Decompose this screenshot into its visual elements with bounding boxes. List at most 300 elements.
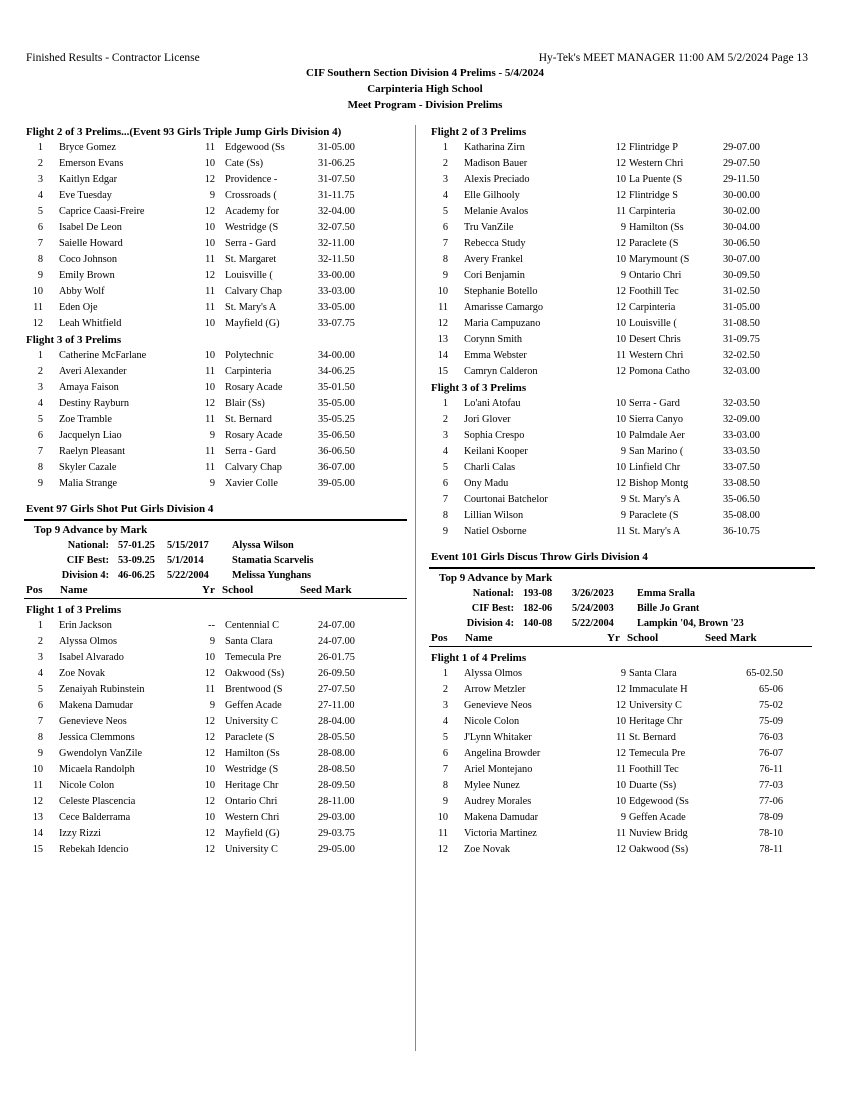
entry-row [26, 746, 416, 762]
mark: 36-07.00 [318, 462, 355, 473]
place: 11 [33, 302, 43, 313]
athlete-name: Isabel De Leon [59, 222, 122, 233]
mark: 32-07.50 [318, 222, 355, 233]
place: 4 [442, 190, 448, 201]
place: 6 [442, 478, 448, 489]
year: 12 [615, 366, 626, 377]
mark: 31-02.50 [723, 286, 760, 297]
mark: 30-06.50 [723, 238, 760, 249]
year: 10 [615, 254, 626, 265]
entry-row [26, 762, 416, 778]
entry-row [26, 396, 416, 412]
place: 3 [37, 174, 43, 185]
school: Westridge (S [225, 764, 279, 775]
record-holder: Alyssa Wilson [232, 540, 294, 551]
school: Providence - [225, 174, 278, 185]
athlete-name: Maria Campuzano [464, 318, 541, 329]
school: Desert Chris [629, 334, 681, 345]
school: Edgewood (Ss [629, 796, 689, 807]
entry-row [431, 300, 821, 316]
year: 12 [615, 158, 626, 169]
year: 12 [204, 398, 215, 409]
place: 9 [442, 526, 448, 537]
mark: 35-01.50 [318, 382, 355, 393]
place: 11 [33, 780, 43, 791]
place: 4 [442, 446, 448, 457]
mark: 31-08.50 [723, 318, 760, 329]
place: 6 [37, 430, 43, 441]
mark: 33-03.00 [723, 430, 760, 441]
school: Ontario Chri [629, 270, 682, 281]
year: 10 [615, 318, 626, 329]
year: 10 [615, 398, 626, 409]
school: Serra - Gard [629, 398, 680, 409]
school: Oakwood (Ss) [629, 844, 689, 855]
year: 10 [615, 430, 626, 441]
place: 9 [442, 270, 448, 281]
year: 9 [620, 446, 626, 457]
school: San Marino ( [629, 446, 684, 457]
place: 6 [442, 222, 448, 233]
mark: 77-03 [758, 780, 783, 791]
place: 1 [442, 142, 448, 153]
school: Foothill Tec [629, 764, 679, 775]
mark: 76-11 [759, 764, 783, 775]
entry-row [431, 140, 821, 156]
athlete-name: Courtonai Batchelor [464, 494, 548, 505]
athlete-name: Jessica Clemmons [59, 732, 135, 743]
entry-row [26, 698, 416, 714]
entry-row [431, 284, 821, 300]
year: 12 [204, 828, 215, 839]
athlete-name: Kaitlyn Edgar [59, 174, 118, 185]
record-label: National: [472, 588, 514, 599]
record-label: Division 4: [61, 570, 109, 581]
athlete-name: Averi Alexander [59, 366, 127, 377]
mark: 30-04.00 [723, 222, 760, 233]
place: 2 [37, 366, 43, 377]
mark: 31-07.50 [318, 174, 355, 185]
records [26, 538, 416, 583]
record-holder: Bille Jo Grant [637, 603, 700, 614]
place: 7 [442, 494, 448, 505]
record-holder: Emma Sralla [637, 588, 696, 599]
school: Sierra Canyo [629, 414, 684, 425]
athlete-name: Avery Frankel [464, 254, 523, 265]
place: 8 [37, 462, 43, 473]
place: 12 [437, 318, 448, 329]
athlete-name: Malia Strange [59, 478, 118, 489]
place: 2 [442, 684, 448, 695]
year: 12 [204, 716, 215, 727]
athlete-name: Lillian Wilson [464, 510, 524, 521]
athlete-name: Victoria Martinez [464, 828, 537, 839]
place: 11 [438, 302, 448, 313]
mark: 65-06 [758, 684, 783, 695]
entry-row [431, 810, 821, 826]
year: 12 [615, 844, 626, 855]
year: 9 [620, 668, 626, 679]
place: 4 [37, 398, 43, 409]
entry-row [26, 634, 416, 650]
athlete-name: Madison Bauer [464, 158, 528, 169]
year: 10 [204, 222, 215, 233]
record-date: 5/22/2004 [572, 618, 614, 629]
place: 5 [37, 684, 43, 695]
col-school: School [627, 632, 659, 644]
mark: 33-03.00 [318, 286, 355, 297]
flight-rows [431, 396, 821, 540]
entry-row [26, 778, 416, 794]
place: 12 [437, 844, 448, 855]
athlete-name: Destiny Rayburn [59, 398, 130, 409]
year: 11 [205, 142, 215, 153]
year: 11 [616, 764, 626, 775]
school: Mayfield (G) [225, 828, 280, 839]
entry-row [431, 412, 821, 428]
place: 3 [37, 382, 43, 393]
school: Centennial C [225, 620, 280, 631]
mark: 33-07.75 [318, 318, 355, 329]
place: 2 [37, 158, 43, 169]
school: Flintridge S [629, 190, 678, 201]
column-headers [24, 583, 407, 599]
athlete-name: Celeste Plascencia [59, 796, 136, 807]
athlete-name: Sophia Crespo [464, 430, 525, 441]
school: University C [225, 716, 278, 727]
place: 2 [442, 414, 448, 425]
entry-row [431, 826, 821, 842]
year: 12 [204, 748, 215, 759]
athlete-name: Saielle Howard [59, 238, 123, 249]
place: 4 [37, 190, 43, 201]
year: 12 [615, 748, 626, 759]
year: 10 [204, 350, 215, 361]
entry-row [431, 316, 821, 332]
entry-row [431, 524, 821, 540]
school: Marymount (S [629, 254, 690, 265]
entry-row [26, 140, 416, 156]
place: 8 [442, 510, 448, 521]
entry-row [431, 396, 821, 412]
athlete-name: Emily Brown [59, 270, 115, 281]
col-school: School [222, 584, 254, 596]
athlete-name: Micaela Randolph [59, 764, 135, 775]
mark: 34-00.00 [318, 350, 355, 361]
entry-row [431, 348, 821, 364]
mark: 29-07.00 [723, 142, 760, 153]
school: Serra - Gard [225, 238, 276, 249]
year: 9 [209, 430, 215, 441]
mark: 33-08.50 [723, 478, 760, 489]
year: 10 [204, 158, 215, 169]
entry-row [431, 730, 821, 746]
place: 5 [442, 206, 448, 217]
entry-row [26, 284, 416, 300]
school: Serra - Gard [225, 446, 276, 457]
header-left: Finished Results - Contractor License [26, 52, 200, 64]
athlete-name: Jacquelyn Liao [59, 430, 122, 441]
athlete-name: Nicole Colon [464, 716, 520, 727]
athlete-name: Genevieve Neos [464, 700, 532, 711]
entry-row [431, 476, 821, 492]
school: Ontario Chri [225, 796, 278, 807]
record-date: 5/15/2017 [167, 540, 209, 551]
school: Brentwood (S [225, 684, 283, 695]
mark: 35-05.25 [318, 414, 355, 425]
record-line [431, 616, 821, 631]
place: 1 [37, 350, 43, 361]
mark: 31-06.25 [318, 158, 355, 169]
mark: 78-09 [758, 812, 783, 823]
flight-heading: Flight 3 of 3 Prelims [431, 382, 527, 394]
year: 12 [615, 190, 626, 201]
flight-rows [431, 140, 821, 380]
athlete-name: Izzy Rizzi [59, 828, 102, 839]
entry-row [431, 666, 821, 682]
mark: 34-06.25 [318, 366, 355, 377]
school: Oakwood (Ss) [225, 668, 285, 679]
mark: 30-02.00 [723, 206, 760, 217]
athlete-name: Charli Calas [464, 462, 516, 473]
mark: 35-08.00 [723, 510, 760, 521]
year: 9 [620, 222, 626, 233]
entry-row [431, 842, 821, 858]
flight-rows [431, 666, 821, 858]
col-name: Name [60, 584, 88, 596]
school: Santa Clara [629, 668, 677, 679]
athlete-name: Eden Oje [59, 302, 98, 313]
year: 11 [205, 446, 215, 457]
year: 9 [620, 494, 626, 505]
place: 9 [37, 270, 43, 281]
entry-row [26, 204, 416, 220]
place: 7 [442, 238, 448, 249]
entry-row [431, 252, 821, 268]
athlete-name: Cori Benjamin [464, 270, 525, 281]
year: 10 [615, 414, 626, 425]
athlete-name: Camryn Calderon [464, 366, 538, 377]
athlete-name: Abby Wolf [59, 286, 105, 297]
athlete-name: J'Lynn Whitaker [464, 732, 532, 743]
mark: 26-09.50 [318, 668, 355, 679]
school: University C [225, 844, 278, 855]
school: Polytechnic [225, 350, 274, 361]
year: 12 [615, 286, 626, 297]
entry-row [26, 348, 416, 364]
mark: 29-03.75 [318, 828, 355, 839]
mark: 35-06.50 [318, 430, 355, 441]
athlete-name: Angelina Browder [464, 748, 541, 759]
record-date: 5/24/2003 [572, 603, 614, 614]
mark: 28-04.00 [318, 716, 355, 727]
right-column [431, 125, 821, 858]
col-yr: Yr [202, 584, 215, 596]
place: 5 [37, 414, 43, 425]
entry-row [26, 380, 416, 396]
school: Carpinteria [629, 302, 676, 313]
entry-row [26, 826, 416, 842]
year: 10 [204, 780, 215, 791]
school: Western Chri [629, 158, 684, 169]
place: 8 [37, 254, 43, 265]
athlete-name: Katharina Zirn [464, 142, 525, 153]
athlete-name: Amaya Faison [59, 382, 119, 393]
year: 12 [204, 206, 215, 217]
entry-row [26, 300, 416, 316]
mark: 30-09.50 [723, 270, 760, 281]
school: Western Chri [225, 812, 280, 823]
athlete-name: Eve Tuesday [59, 190, 112, 201]
athlete-name: Zoe Novak [59, 668, 106, 679]
school: La Puente (S [629, 174, 683, 185]
year: 10 [204, 238, 215, 249]
place: 3 [37, 652, 43, 663]
entry-row [26, 444, 416, 460]
year: 9 [209, 636, 215, 647]
entry-row [26, 188, 416, 204]
school: Geffen Acade [225, 700, 282, 711]
year: 12 [615, 700, 626, 711]
entry-row [26, 460, 416, 476]
header-right: Hy-Tek's MEET MANAGER 11:00 AM 5/2/2024 Page 13 [538, 52, 808, 64]
place: 3 [442, 430, 448, 441]
athlete-name: Makena Damudar [59, 700, 134, 711]
col-yr: Yr [607, 632, 620, 644]
school: Immaculate H [629, 684, 688, 695]
year: 12 [204, 174, 215, 185]
year: 11 [205, 414, 215, 425]
mark: 39-05.00 [318, 478, 355, 489]
meet-title: CIF Southern Section Division 4 Prelims - 5/4/2024 [305, 67, 545, 79]
school: Palmdale Aer [629, 430, 685, 441]
year: 11 [616, 350, 626, 361]
mark: 76-03 [758, 732, 783, 743]
athlete-name: Leah Whitfield [59, 318, 122, 329]
entry-row [431, 268, 821, 284]
entry-row [26, 316, 416, 332]
record-line [431, 586, 821, 601]
entry-row [431, 220, 821, 236]
athlete-name: Alexis Preciado [464, 174, 530, 185]
flight-heading: Flight 1 of 4 Prelims [431, 652, 527, 664]
entry-row [431, 762, 821, 778]
mark: 77-06 [758, 796, 783, 807]
mark: 75-02 [758, 700, 783, 711]
entry-row [26, 156, 416, 172]
entry-row [431, 682, 821, 698]
athlete-name: Stephanie Botello [464, 286, 538, 297]
mark: 28-09.50 [318, 780, 355, 791]
mark: 30-07.00 [723, 254, 760, 265]
school: St. Margaret [225, 254, 277, 265]
flight-heading: Flight 3 of 3 Prelims [26, 334, 122, 346]
school: St. Bernard [629, 732, 676, 743]
mark: 31-09.75 [723, 334, 760, 345]
entry-row [26, 618, 416, 634]
year: 9 [620, 510, 626, 521]
school: Cate (Ss) [225, 158, 264, 169]
school: Flintridge P [629, 142, 678, 153]
athlete-name: Ony Madu [464, 478, 509, 489]
record-mark: 57-01.25 [118, 540, 155, 551]
place: 5 [37, 206, 43, 217]
mark: 33-07.50 [723, 462, 760, 473]
year: 12 [204, 668, 215, 679]
mark: 29-03.00 [318, 812, 355, 823]
athlete-name: Tru VanZile [464, 222, 514, 233]
place: 1 [442, 668, 448, 679]
school: Geffen Acade [629, 812, 686, 823]
year: 9 [620, 270, 626, 281]
year: 10 [615, 174, 626, 185]
entry-row [26, 412, 416, 428]
entry-row [431, 172, 821, 188]
school: Louisville ( [225, 270, 273, 281]
athlete-name: Nicole Colon [59, 780, 115, 791]
entry-row [26, 220, 416, 236]
entry-row [431, 204, 821, 220]
year: 11 [205, 302, 215, 313]
record-date: 3/26/2023 [572, 588, 614, 599]
record-line [26, 568, 416, 583]
athlete-name: Skyler Cazale [59, 462, 117, 473]
record-mark: 53-09.25 [118, 555, 155, 566]
school: Paraclete (S [629, 510, 679, 521]
meet-subtitle: Meet Program - Division Prelims [347, 99, 503, 111]
mark: 35-06.50 [723, 494, 760, 505]
place: 2 [37, 636, 43, 647]
mark: 32-09.00 [723, 414, 760, 425]
school: Carpinteria [629, 206, 676, 217]
record-date: 5/22/2004 [167, 570, 209, 581]
event-rule [24, 519, 407, 521]
entry-row [431, 746, 821, 762]
mark: 28-05.50 [318, 732, 355, 743]
place: 10 [437, 286, 448, 297]
school: Edgewood (Ss [225, 142, 285, 153]
entry-row [431, 236, 821, 252]
record-label: CIF Best: [66, 555, 109, 566]
place: 9 [37, 748, 43, 759]
place: 5 [442, 732, 448, 743]
entry-row [431, 778, 821, 794]
record-line [431, 601, 821, 616]
entry-row [26, 364, 416, 380]
athlete-name: Melanie Avalos [464, 206, 529, 217]
mark: 24-07.00 [318, 620, 355, 631]
mark: 28-11.00 [318, 796, 355, 807]
school: St. Mary's A [629, 494, 681, 505]
mark: 75-09 [758, 716, 783, 727]
mark: 32-11.00 [318, 238, 355, 249]
year: 11 [616, 828, 626, 839]
mark: 31-05.00 [723, 302, 760, 313]
entry-row [431, 508, 821, 524]
mark: 30-00.00 [723, 190, 760, 201]
athlete-name: Emma Webster [464, 350, 527, 361]
record-label: CIF Best: [471, 603, 514, 614]
year: 9 [620, 812, 626, 823]
entry-row [26, 650, 416, 666]
entry-row [431, 794, 821, 810]
place: 5 [442, 462, 448, 473]
school: Foothill Tec [629, 286, 679, 297]
place: 9 [442, 796, 448, 807]
place: 7 [37, 446, 43, 457]
year: 10 [615, 796, 626, 807]
year: 11 [616, 526, 626, 537]
